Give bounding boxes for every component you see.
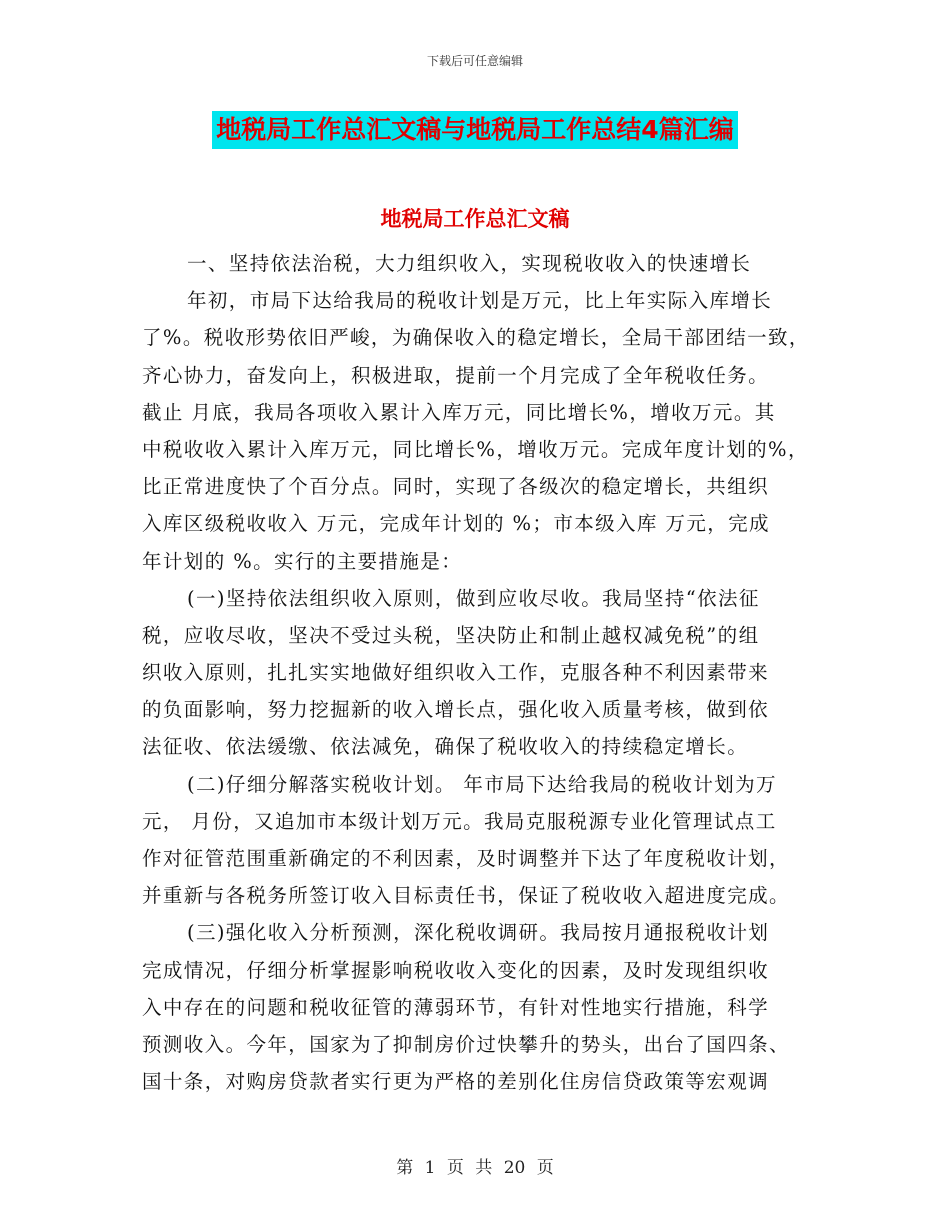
text-line: 了%。税收形势依旧严峻，为确保收入的稳定增长，全局干部团结一致， xyxy=(142,326,810,350)
text-line: 作对征管范围重新确定的不利因素，及时调整并下达了年度税收计划， xyxy=(142,847,790,870)
document-title: 地税局工作总汇文稿与地税局工作总结4篇汇编 xyxy=(212,111,737,149)
text-line: 截止 月底，我局各项收入累计入库万元，同比增长%，增收万元。其 xyxy=(142,400,776,424)
text-line: 完成情况，仔细分析掌握影响税收收入变化的因素，及时发现组织收 xyxy=(142,958,770,982)
section-title: 地税局工作总汇文稿 xyxy=(380,207,570,231)
text-line: 齐心协力，奋发向上，积极进取，提前一个月完成了全年税收任务。 xyxy=(142,363,770,387)
text-line: 织收入原则，扎扎实实地做好组织收入工作，克服各种不利因素带来 xyxy=(142,661,770,685)
text-line: 国十条，对购房贷款者实行更为严格的差别化住房信贷政策等宏观调 xyxy=(142,1070,770,1094)
text-line: (一)坚持依法组织收入原则，做到应收尽收。我局坚持“依法征 xyxy=(187,586,760,610)
text-line: (二)仔细分解落实税收计划。 年市局下达给我局的税收计划为万 xyxy=(187,772,777,796)
page-number: 第 1 页 共 20 页 xyxy=(396,1158,554,1178)
text-line: 年初，市局下达给我局的税收计划是万元，比上年实际入库增长 xyxy=(187,289,773,313)
text-line: 中税收收入累计入库万元，同比增长%，增收万元。完成年度计划的%， xyxy=(142,437,809,461)
text-line: 入中存在的问题和税收征管的薄弱环节，有针对性地实行措施，科学 xyxy=(142,995,770,1019)
text-line: 比正常进度快了个百分点。同时，实现了各级次的稳定增长，共组织 xyxy=(142,475,770,499)
text-line: 预测收入。今年，国家为了抑制房价过快攀升的势头，出台了国四条、 xyxy=(142,1032,790,1056)
text-line: 年计划的 %。实行的主要措施是： xyxy=(142,549,463,573)
body-text xyxy=(142,245,810,1100)
text-line: 法征收、依法缓缴、依法减免，确保了税收收入的持续稳定增长。 xyxy=(142,735,749,759)
text-line: 的负面影响，努力挖掘新的收入增长点，强化收入质量考核，做到依 xyxy=(142,698,770,722)
text-line: 税，应收尽收，坚决不受过头税，坚决防止和制止越权减免税”的组 xyxy=(142,623,760,647)
document-title-container xyxy=(0,111,950,149)
text-line: 并重新与各税务所签订收入目标责任书，保证了税收收入超进度完成。 xyxy=(142,884,790,908)
text-line: 元， 月份，又追加市本级计划万元。我局克服税源专业化管理试点工 xyxy=(142,809,777,833)
text-line: 入库区级税收收入 万元，完成年计划的 %；市本级入库 万元，完成 xyxy=(142,512,770,536)
header-note: 下载后可任意编辑 xyxy=(426,54,523,68)
text-line: 一、坚持依法治税，大力组织收入，实现税收收入的快速增长 xyxy=(187,252,752,275)
text-line: (三)强化收入分析预测，深化税收调研。我局按月通报税收计划 xyxy=(187,921,770,945)
